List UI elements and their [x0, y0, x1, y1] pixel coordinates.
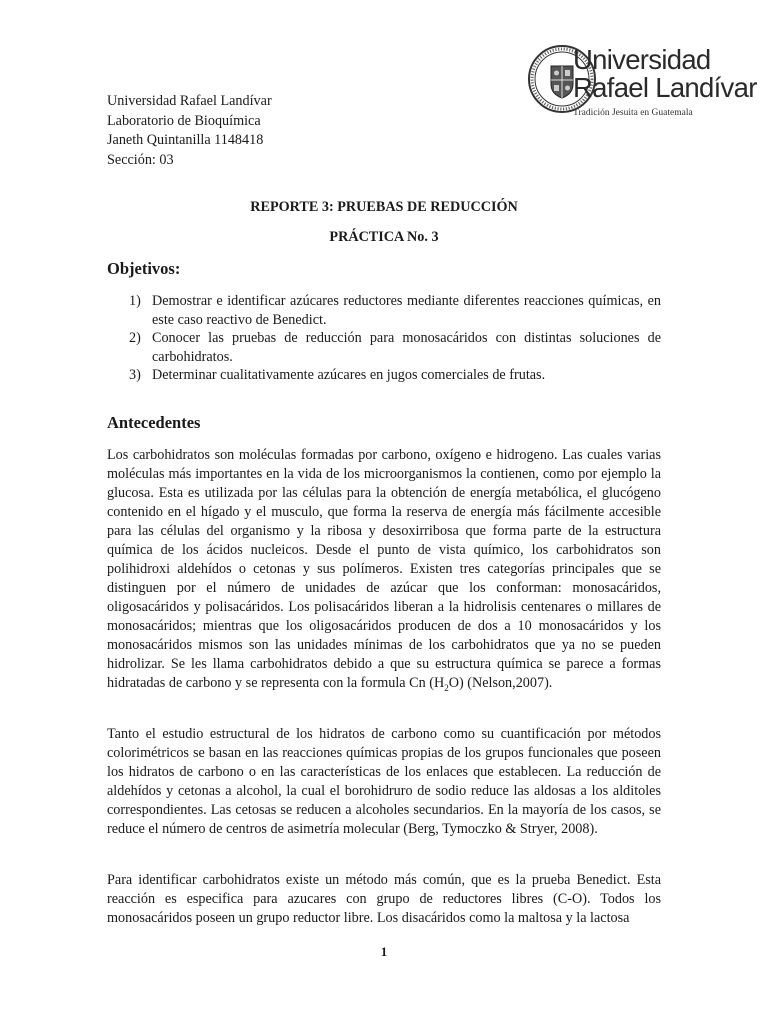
- paragraph-2: Tanto el estudio estructural de los hidratos de carbono como su cuantificación por métodos colorimétricos se basan en las reacciones químicas propias de los grupos funcionales que poseen los hidratos de carbono o en las características de los enlaces que establecen. La reducción de aldehídos y cetonas a alcohol, la cual el borohidruro de sodio reduce las aldosas a los alditoles correspondientes. Las cetosas se reducen a alcoholes secundarios. En la mayoría de los casos, se reduce el número de centros de asimetría molecular (Berg, Tymoczko & Stryer, 2008).: [107, 726, 661, 837]
- antecedentes-heading: Antecedentes: [107, 413, 201, 432]
- list-item: [129, 329, 661, 366]
- header-lab: Laboratorio de Bioquímica: [107, 112, 261, 129]
- list-item-text: Demostrar e identificar azúcares reductores mediante diferentes reacciones químicas, en este caso reactivo de Benedict.: [152, 293, 661, 328]
- header-university: Universidad Rafael Landívar: [107, 93, 272, 109]
- page-number: 1: [380, 944, 388, 959]
- list-item: [129, 366, 661, 385]
- list-item-number: 1): [129, 293, 141, 309]
- logo-name-line2: Rafael Landívar: [573, 72, 757, 103]
- list-item-text: Determinar cualitativamente azúcares en jugos comerciales de frutas.: [152, 367, 546, 383]
- header-student: Janeth Quintanilla 1148418: [107, 132, 264, 148]
- report-subtitle: PRÁCTICA No. 3: [329, 229, 439, 245]
- header-section: Sección: 03: [107, 151, 174, 168]
- paragraph-1-citation: O) (Nelson,2007).: [448, 675, 553, 691]
- author-header: [107, 92, 272, 170]
- paragraph-1-text: Los carbohidratos son moléculas formadas por carbono, oxígeno e hidrogeno. Las cuales varias moléculas más importantes en la vida de los microorganismos la contienen, como por ejemplo la glucosa. Esta es utilizada por las células para la obtención de energía metabólica, el glucógeno contenido en el hígado y el musculo, que forma la reserva de energía más fácilmente accesible para las células del organismo y la ribosa y desoxirribosa que forma parte de la estructura química de los ácidos nucleicos. Desde el punto de vista químico, los carbohidratos son polihidroxi aldehídos o cetonas y sus polímeros. Existen tres categorías principales que se distinguen por el número de unidades de azúcar que los conforman: monosacáridos, oligosacáridos y polisacáridos. Los polisacáridos liberan a la hidrolisis centenares o millares de monosacáridos; mientras que los oligosacáridos producen de dos a 10 monosacáridos y los monosacáridos mismos son las unidades mínimas de los carbohidratos que ya no se pueden hidrolizar. Se les llama carbohidratos debido a que su estructura química se parece a formas hidratadas de carbono y se representa con la formula Cn (H: [107, 447, 661, 691]
- list-item-number: 2): [129, 330, 141, 346]
- logo-wordmark: [573, 46, 757, 102]
- logo-tagline: Tradición Jesuita en Guatemala: [573, 108, 693, 118]
- report-title: REPORTE 3: PRUEBAS DE REDUCCIÓN: [250, 199, 518, 215]
- logo-name-line1: Universidad: [573, 44, 711, 75]
- list-item-number: 3): [129, 367, 141, 383]
- paragraph-1: [107, 446, 661, 698]
- list-item-text: Conocer las pruebas de reducción para monosacáridos con distintas soluciones de carbohidratos.: [152, 330, 661, 365]
- objectives-list: [129, 292, 661, 385]
- university-logo: [527, 44, 757, 124]
- paragraph-3: Para identificar carbohidratos existe un método más común, que es la prueba Benedict. Esta reacción es especifica para azucares con grupo de reductores libres (C-O). Todos los monosacáridos poseen un grupo reductor libre. Los disacáridos como la maltosa y la lactosa: [107, 872, 661, 926]
- formula-subscript: 2: [444, 682, 449, 693]
- objectives-heading: Objetivos:: [107, 259, 181, 278]
- list-item: [129, 292, 661, 329]
